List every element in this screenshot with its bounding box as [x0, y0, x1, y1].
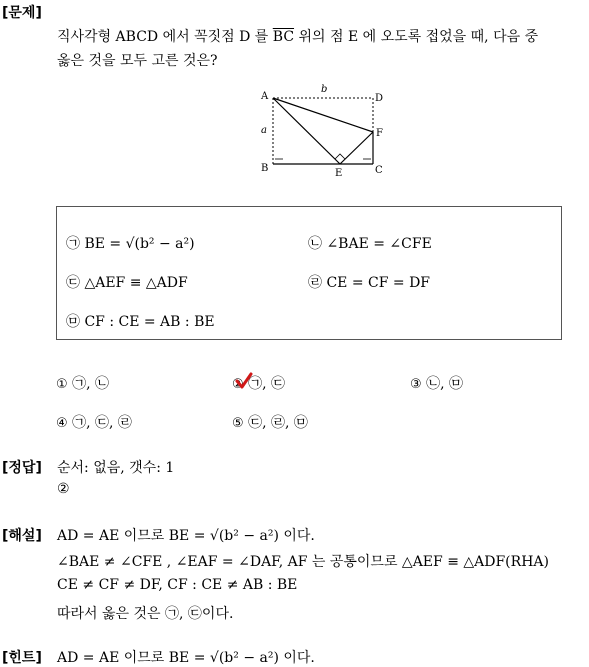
rectangle-fold-figure — [255, 82, 395, 182]
choice-text: ㉡, ㉤ — [426, 376, 464, 392]
choice-number: ④ — [56, 416, 68, 431]
figure-label-a: A — [261, 91, 269, 102]
hint-label: [힌트] — [2, 650, 42, 666]
statement-text: CF : CE = AB : BE — [84, 314, 215, 330]
statement-text: △AEF ≡ △ADF — [84, 275, 188, 291]
explanation-line-1: AD = AE 이므로 BE = √(b² − a²) 이다. — [57, 528, 315, 544]
statement-mark: ㉠ — [66, 236, 80, 252]
choice-5[interactable] — [232, 412, 308, 432]
problem-line-1-pre: 직사각형 ABCD 에서 꼭짓점 D 를 — [57, 29, 269, 45]
choice-number: ② — [232, 377, 244, 392]
figure-right-angle-e — [335, 154, 345, 159]
check-mark-icon — [235, 372, 253, 390]
statement-text: BE = √(b² − a²) — [84, 236, 195, 252]
answer-line-1: 순서: 없음, 갯수: 1 — [57, 460, 175, 476]
explanation-line-3: CE ≠ CF ≠ DF, CF : CE ≠ AB : BE — [57, 577, 298, 593]
figure-line-ae — [273, 98, 340, 164]
choice-text: ㉠, ㉢, ㉣ — [72, 415, 132, 431]
statement-mark: ㉢ — [66, 275, 80, 291]
statement-4 — [308, 272, 430, 292]
answer-line-2: ② — [57, 481, 70, 497]
choice-3[interactable] — [410, 373, 463, 393]
explanation-label: [해설] — [2, 528, 42, 544]
figure-label-d: D — [375, 93, 384, 104]
figure-label-e: E — [335, 168, 343, 179]
statement-text: ∠BAE = ∠CFE — [326, 236, 432, 252]
figure-label-b: B — [261, 163, 269, 174]
figure-label-side-b: b — [321, 84, 328, 95]
choice-text: ㉠, ㉢ — [248, 376, 286, 392]
problem-line-2: 옳은 것을 모두 고른 것은? — [57, 53, 218, 69]
statement-mark: ㉣ — [308, 275, 322, 291]
explanation-line-2: ∠BAE ≠ ∠CFE , ∠EAF = ∠DAF, AF 는 공통이므로 △AEF ≡ △ADF(RHA) — [57, 554, 549, 570]
statement-mark: ㉡ — [308, 236, 322, 252]
choice-number: ③ — [410, 377, 422, 392]
hint-line-1: AD = AE 이므로 BE = √(b² − a²) 이다. — [57, 650, 315, 666]
statement-1 — [66, 233, 195, 253]
choice-number: ① — [56, 377, 68, 392]
statement-5 — [66, 311, 215, 331]
choice-text: ㉢, ㉣, ㉤ — [248, 415, 308, 431]
answer-label: [정답] — [2, 460, 42, 476]
problem-line-1 — [57, 26, 538, 46]
figure-label-side-a: a — [261, 125, 267, 136]
choice-number: ⑤ — [232, 416, 244, 431]
statement-2 — [308, 233, 432, 253]
problem-line-1-post: 위의 점 E 에 오도록 접었을 때, 다음 중 — [298, 29, 539, 45]
choice-4[interactable] — [56, 412, 132, 432]
problem-label: [문제] — [2, 5, 42, 21]
statement-text: CE = CF = DF — [326, 275, 431, 291]
choice-1[interactable] — [56, 373, 109, 393]
explanation-line-4: 따라서 옳은 것은 ㉠, ㉢이다. — [57, 606, 234, 622]
figure-label-f: F — [376, 128, 383, 139]
segment-bc: $\overline{BC}$ — [272, 29, 295, 45]
statement-mark: ㉤ — [66, 314, 80, 330]
figure-line-af — [273, 98, 373, 132]
choice-text: ㉠, ㉡ — [72, 376, 110, 392]
statement-3 — [66, 272, 188, 292]
figure-label-c: C — [375, 165, 383, 176]
